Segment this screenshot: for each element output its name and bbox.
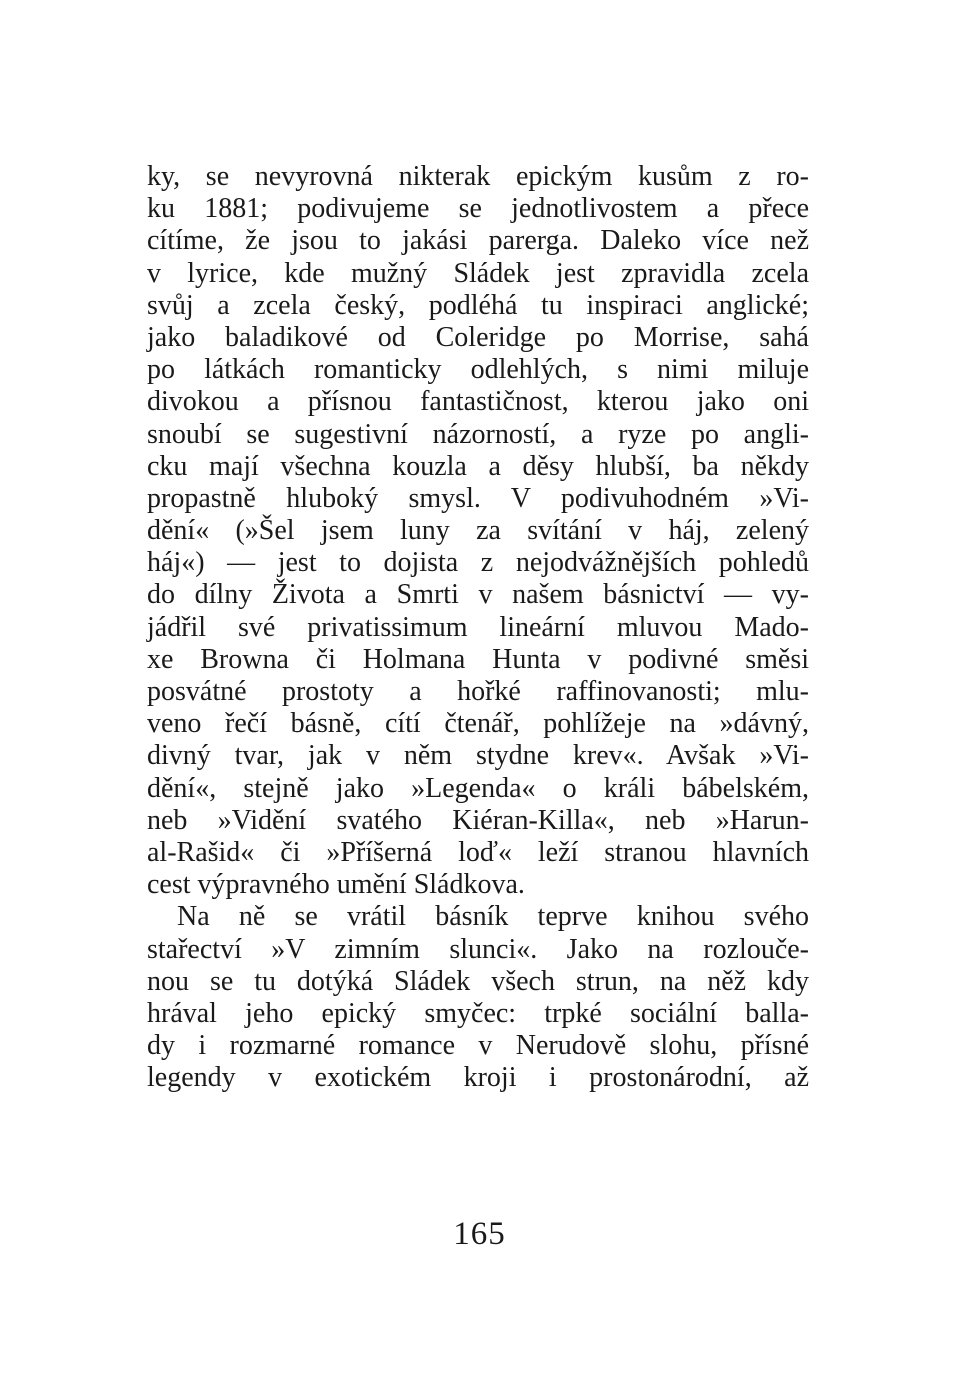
text-line: snoubí se sugestivní názorností, a ryze po angli- [147, 418, 809, 450]
text-line: cest výpravného umění Sládkova. [147, 869, 525, 901]
text-line: ku 1881; podivujeme se jednotlivostem a přece [147, 193, 809, 225]
text-line: po látkách romanticky odlehlých, s nimi miluje [147, 354, 809, 386]
text-line: xe Browna či Holmana Hunta v podivné směsi [147, 643, 809, 675]
text-line: stařectví »V zimním slunci«. Jako na rozlouče- [147, 933, 809, 965]
text-line: svůj a zcela český, podléhá tu inspiraci anglické; [147, 289, 809, 321]
text-line: cku mají všechna kouzla a děsy hlubší, ba někdy [147, 450, 809, 482]
page-number: 165 [453, 1216, 506, 1252]
text-line: divokou a přísnou fantastičnost, kterou jako oni [147, 386, 809, 418]
text-line: legendy v exotickém kroji i prostonárodní, až [147, 1062, 809, 1094]
text-line: jako baladikové od Coleridge po Morrise, sahá [147, 321, 809, 353]
text-line: ky, se nevyrovná nikterak epickým kusům z ro- [147, 161, 809, 192]
text-line: dění« (»Šel jsem luny za svítání v háj, zelený [147, 515, 809, 547]
text-line: cítíme, že jsou to jakási parerga. Daleko více než [147, 225, 809, 257]
text-line: propastně hluboký smysl. V podivuhodném »Vi- [147, 482, 809, 514]
text-line: dy i rozmarné romance v Nerudově slohu, přísné [147, 1030, 809, 1062]
book-page-text [147, 161, 809, 1094]
text-line: v lyrice, kde mužný Sládek jest zpravidla zcela [147, 257, 809, 289]
text-line: divný tvar, jak v něm stydne krev«. Avšak »Vi- [147, 740, 809, 772]
text-line: do dílny Života a Smrti v našem básnictví — vy- [147, 579, 809, 611]
text-line: neb »Vidění svatého Kiéran-Killa«, neb »Harun- [147, 804, 809, 836]
text-line: Na ně se vrátil básník teprve knihou svého [177, 901, 809, 933]
text-line: posvátné prostoty a hořké raffinovanosti; mlu- [147, 676, 809, 707]
text-line: nou se tu dotýká Sládek všech strun, na něž kdy [147, 965, 809, 997]
text-line: al-Rašid« či »Příšerná loď« leží stranou hlavních [147, 836, 809, 868]
text-line: jádřil své privatissimum lineární mluvou Mado- [147, 611, 809, 643]
paragraph-1 [147, 161, 809, 901]
text-line: dění«, stejně jako »Legenda« o králi bábelském, [147, 772, 809, 804]
text-line: hrával jeho epický smyčec: trpké sociální balla- [147, 997, 809, 1029]
paragraph-2 [147, 901, 809, 1094]
text-line: veno řečí básně, cítí čtenář, pohlížeje na »dávný, [147, 708, 809, 740]
text-line: háj«) — jest to dojista z nejodvážnějších pohledů [147, 547, 809, 579]
